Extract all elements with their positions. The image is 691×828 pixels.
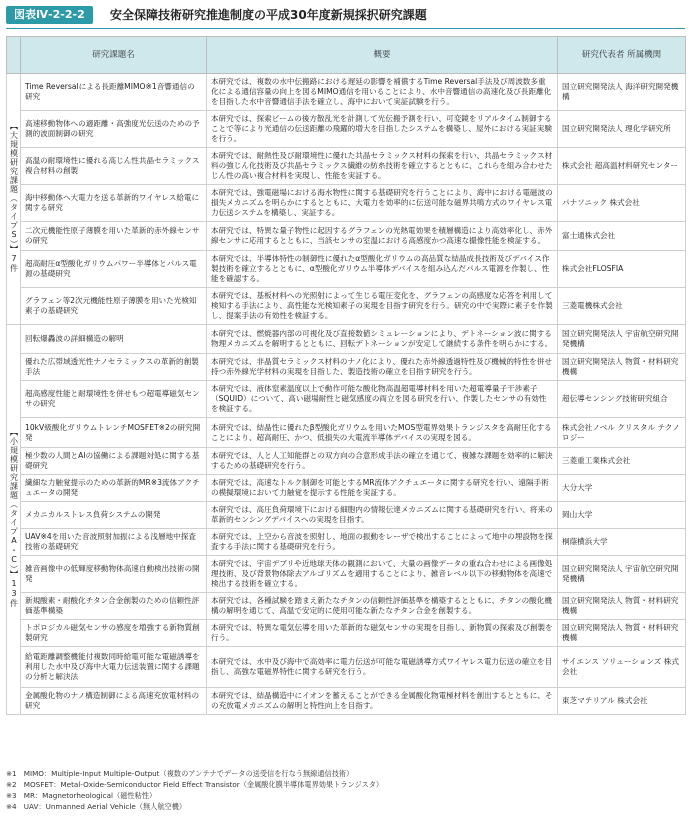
project-org-cell: 富士通株式会社	[558, 222, 686, 251]
project-name-cell: 繊細な力触覚提示のための革新的MR※3流体アクチュエータの開発	[21, 475, 207, 502]
table-row	[7, 381, 686, 418]
project-name-cell: 二次元機能性原子薄膜を用いた革新的赤外線センサの研究	[21, 222, 207, 251]
table-row	[7, 620, 686, 647]
project-name-cell: 新規酸素・耐酸化チタン合金創製のための信頼性評価基準構築	[21, 593, 207, 620]
project-overview-cell: 本研究では、結晶構造中にイオンを蓄えることができる金属酸化物電極材料を創出するとともに、その充放電メカニズムの解明と特性向上を目指す。	[207, 688, 558, 715]
project-name-cell: トポロジカル磁気センサの感度を増強する新物質創製研究	[21, 620, 207, 647]
project-name-cell: 超高耐圧α型酸化ガリウムパワー半導体とパルス電源の基礎研究	[21, 251, 207, 288]
figure-number-tag: 図表Ⅳ-2-2-2	[6, 6, 93, 24]
table-row	[7, 529, 686, 556]
project-org-cell: 桐蔭横浜大学	[558, 529, 686, 556]
table-row	[7, 502, 686, 529]
project-overview-cell: 本研究では、強電磁場における海水物性に関する基礎研究を行うことにより、海中における電磁波の損失メカニズムを明らかにするとともに、大電力を効率的に伝送可能な磁界共鳴方式のワイヤレス電力伝送システムを構築し、実証する。	[207, 185, 558, 222]
project-org-cell: 岡山大学	[558, 502, 686, 529]
project-org-cell: 三菱重工業株式会社	[558, 448, 686, 475]
table-row	[7, 688, 686, 715]
table-row	[7, 185, 686, 222]
table-row	[7, 148, 686, 185]
footnote: ※3 MR：Magnetorheological（磁性粘性）	[6, 791, 157, 800]
project-overview-cell: 本研究では、宇宙デブリや近地球天体の観測において、大量の画像データの重ね合わせによる画像処理技術、及び背景物体除去アルゴリズムを適用することにより、雑音レベル以下の移動物体を高速で検出する技術を確立する。	[207, 556, 558, 593]
table-row	[7, 222, 686, 251]
project-name-cell: グラフェン等2次元機能性原子薄膜を用いた光検知素子の基礎研究	[21, 288, 207, 325]
figure-header	[0, 0, 691, 30]
project-org-cell: 三菱電機株式会社	[558, 288, 686, 325]
category-label	[7, 325, 21, 715]
project-org-cell: 東芝マテリアル 株式会社	[558, 688, 686, 715]
project-name-cell: 超高感度性能と耐環境性を併せもつ超電導磁気センサの研究	[21, 381, 207, 418]
project-org-cell: 国立研究開発法人 宇宙航空研究開発機構	[558, 556, 686, 593]
project-overview-cell: 本研究では、高速なトルク制御を可能とするMR流体アクチュエータに関する研究を行い、遠隔手術の模擬環境において力触覚を提示する性能を実証する。	[207, 475, 558, 502]
project-overview-cell: 本研究では、半導体特性の制御性に優れたα型酸化ガリウムの高品質な結晶成長技術及びデバイス作製技術を確立するとともに、α型酸化ガリウム半導体デバイスを組み込んだパルス電源を作製し、性能を確認する。	[207, 251, 558, 288]
project-org-cell: 国立研究開発法人 物質・材料研究機構	[558, 593, 686, 620]
table-header-row	[7, 37, 686, 74]
project-name-cell: 給電距離調整機能付複数同時給電可能な電磁誘導を利用した水中及び海中大電力伝送装置に関する課題の分析と解決法	[21, 647, 207, 688]
table-row	[7, 251, 686, 288]
project-name-cell: Time Reversalによる長距離MIMO※1音響通信の研究	[21, 74, 207, 111]
project-overview-cell: 本研究では、高圧負荷環境下における細胞内の情報伝達メカニズムに関する基礎研究を行い、将来の革新的センシングデバイスへの実現を目指す。	[207, 502, 558, 529]
project-overview-cell: 本研究では、液体窒素温度以上で動作可能な酸化物高温超電導材料を用いた超電導量子干渉素子（SQUID）について、高い磁場耐性と磁気感度の両立を図る研究を行い、作製したセンサの有効性を検証する。	[207, 381, 558, 418]
project-overview-cell: 本研究では、非晶質セラミックス材料のナノ化により、優れた赤外線透過特性及び機械的特性を併せ持つ赤外線光学材料の実現を目指した、製造技術の確立を目指す研究を行う。	[207, 354, 558, 381]
project-overview-cell: 本研究では、各種試験を踏まえ新たなチタンの信頼性評価基準を構築するとともに、チタンの酸化機構の解明を通じて、高温で安定的に使用可能な新たなチタン合金を創製する。	[207, 593, 558, 620]
table-row	[7, 111, 686, 148]
footnotes	[6, 768, 685, 812]
header-category-cell	[7, 37, 21, 74]
table-row	[7, 475, 686, 502]
table-row	[7, 556, 686, 593]
table-row	[7, 647, 686, 688]
project-name-cell: 高速移動物体への適距離・高強度光伝送のための予測的波面制御の研究	[21, 111, 207, 148]
header-name: 研究課題名	[21, 37, 207, 74]
table-row	[7, 325, 686, 354]
table-row	[7, 448, 686, 475]
project-name-cell: 高温の耐環境性に優れる高じん性共晶セラミックス複合材料の創製	[21, 148, 207, 185]
project-name-cell: 金属酸化物のナノ構造制御による高速充放電材料の研究	[21, 688, 207, 715]
project-org-cell: 国立研究開発法人 宇宙航空研究開発機構	[558, 325, 686, 354]
project-org-cell: 株式会社 超高温材料研究センター	[558, 148, 686, 185]
table-row	[7, 354, 686, 381]
research-projects-table	[6, 36, 686, 715]
project-org-cell: 国立研究開発法人 物質・材料研究機構	[558, 620, 686, 647]
project-org-cell: 大分大学	[558, 475, 686, 502]
table-body	[7, 74, 686, 715]
project-overview-cell: 本研究では、水中及び海中で高効率に電力伝送が可能な電磁誘導方式ワイヤレス電力伝送の確立を目指し、高強な電磁界特性に関する研究を行う。	[207, 647, 558, 688]
project-overview-cell: 本研究では、複数の水中伝搬路における遅延の影響を補償するTime Reversal手法及び周波数多重化による通信容量の向上を図るMIMO通信を用いることにより、水中音響通信の高速化及び長距離化を目指した水中音響通信手法を確立し、海中において実証試験を行う。	[207, 74, 558, 111]
project-name-cell: 優れた広帯域透光性ナノセラミックスの革新的創製手法	[21, 354, 207, 381]
project-name-cell: 海中移動体へ大電力を送る革新的ワイヤレス給電に関する研究	[21, 185, 207, 222]
project-overview-cell: 本研究では、特異な電気伝導を用いた革新的な磁気センサの実現を目指し、新物質の探索及び創製を行う。	[207, 620, 558, 647]
figure-title: 安全保障技術研究推進制度の平成30年度新規採択研究課題	[110, 8, 427, 22]
project-org-cell: 国立研究開発法人 海洋研究開発機構	[558, 74, 686, 111]
project-overview-cell: 本研究では、耐熱性及び耐環境性に優れた共晶セラミックス材料の探索を行い、共晶セラミックス材料の強じん化技術及び共晶セラミックス繊維の紡糸技術を確立するとともに、これらを組み合わせたじん性の高い複合材料を実現し、性能を実証する。	[207, 148, 558, 185]
footnote: ※4 UAV：Unmanned Aerial Vehicle（無人航空機）	[6, 802, 187, 811]
project-overview-cell: 本研究では、燃焼器内部の可視化及び直接数値シミュレーションにより、デトネーション波に関する物理メカニズムを解明するとともに、回転デトネーションが安定して継続する条件を明らかにする。	[207, 325, 558, 354]
table-row	[7, 288, 686, 325]
project-name-cell: UAV※4を用いた音波照射加振による浅層地中探査技術の基礎研究	[21, 529, 207, 556]
header-divider	[6, 28, 685, 29]
project-org-cell: 株式会社FLOSFIA	[558, 251, 686, 288]
project-overview-cell: 本研究では、結晶性に優れたβ型酸化ガリウムを用いたMOS型電界効果トランジスタを高耐圧化することにより、超高耐圧、かつ、低損失の大電流半導体デバイスの実現を図る。	[207, 418, 558, 448]
project-name-cell: 回転爆轟波の詳細構造の解明	[21, 325, 207, 354]
header-org: 研究代表者 所属機関	[558, 37, 686, 74]
project-name-cell: 雑音画像中の低輝度移動物体高速自動検出技術の開発	[21, 556, 207, 593]
header-overview: 概要	[207, 37, 558, 74]
project-org-cell: パナソニック 株式会社	[558, 185, 686, 222]
footnote: ※2 MOSFET：Metal-Oxide-Semiconductor Field Effect Transistor（金属酸化膜半導体電界効果トランジスタ）	[6, 780, 384, 789]
table-row	[7, 74, 686, 111]
table-row	[7, 593, 686, 620]
category-label	[7, 74, 21, 325]
table-row	[7, 418, 686, 448]
project-name-cell: メカニカルストレス負荷システムの開発	[21, 502, 207, 529]
project-overview-cell: 本研究では、特異な量子物性に起因するグラフェンの光熱電効果を積層構造により高効率化し、赤外線センサに応用するとともに、当該センサの室温における高感度かつ高速な撮像性能を検証する。	[207, 222, 558, 251]
project-org-cell: 超伝導センシング技術研究組合	[558, 381, 686, 418]
project-org-cell: 株式会社ノベル クリスタル テクノロジー	[558, 418, 686, 448]
project-overview-cell: 本研究では、基板材料への光照射によって生じる電圧変化を、グラフェンの高感度な応答を利用して検知する手法により、高性能な光検知素子の実現を目指す研究を行う。研究の中で実際に素子を作製し、提案手法の有効性を検証する。	[207, 288, 558, 325]
footnote: ※1 MIMO：Multiple-Input Multiple-Output（複数のアンテナでデータの送受信を行なう無線通信技術）	[6, 769, 354, 778]
project-overview-cell: 本研究では、人と人工知能群との双方向の合意形成手法の確立を通じて、複雑な課題を効率的に解決するための基礎研究を行う。	[207, 448, 558, 475]
project-overview-cell: 本研究では、探索ビームの後方散乱光を計測して光伝搬予測を行い、可変鏡をリアルタイム制御することで等により光通信の伝送距離の飛躍的増大を目指したシステムを構築し、屋外における実証実験を行う。	[207, 111, 558, 148]
project-org-cell: 国立研究開発法人 物質・材料研究機構	[558, 354, 686, 381]
project-overview-cell: 本研究では、上空から音波を照射し、地面の振動をレーザで検出することによって地中の埋設物を探査する手法に関する基礎研究を行う。	[207, 529, 558, 556]
category-label-text: 【大規模研究課題（タイプS）】7件	[9, 122, 19, 273]
project-name-cell: 10kV級酸化ガリウムトレンチMOSFET※2の研究開発	[21, 418, 207, 448]
project-name-cell: 極少数の人間とAIの協働による課題対処に関する基礎研究	[21, 448, 207, 475]
project-org-cell: 国立研究開発法人 理化学研究所	[558, 111, 686, 148]
category-label-text: 【小規模研究課題（タイプA・C）】13件	[9, 428, 19, 608]
project-org-cell: サイエンス ソリューションズ 株式会社	[558, 647, 686, 688]
